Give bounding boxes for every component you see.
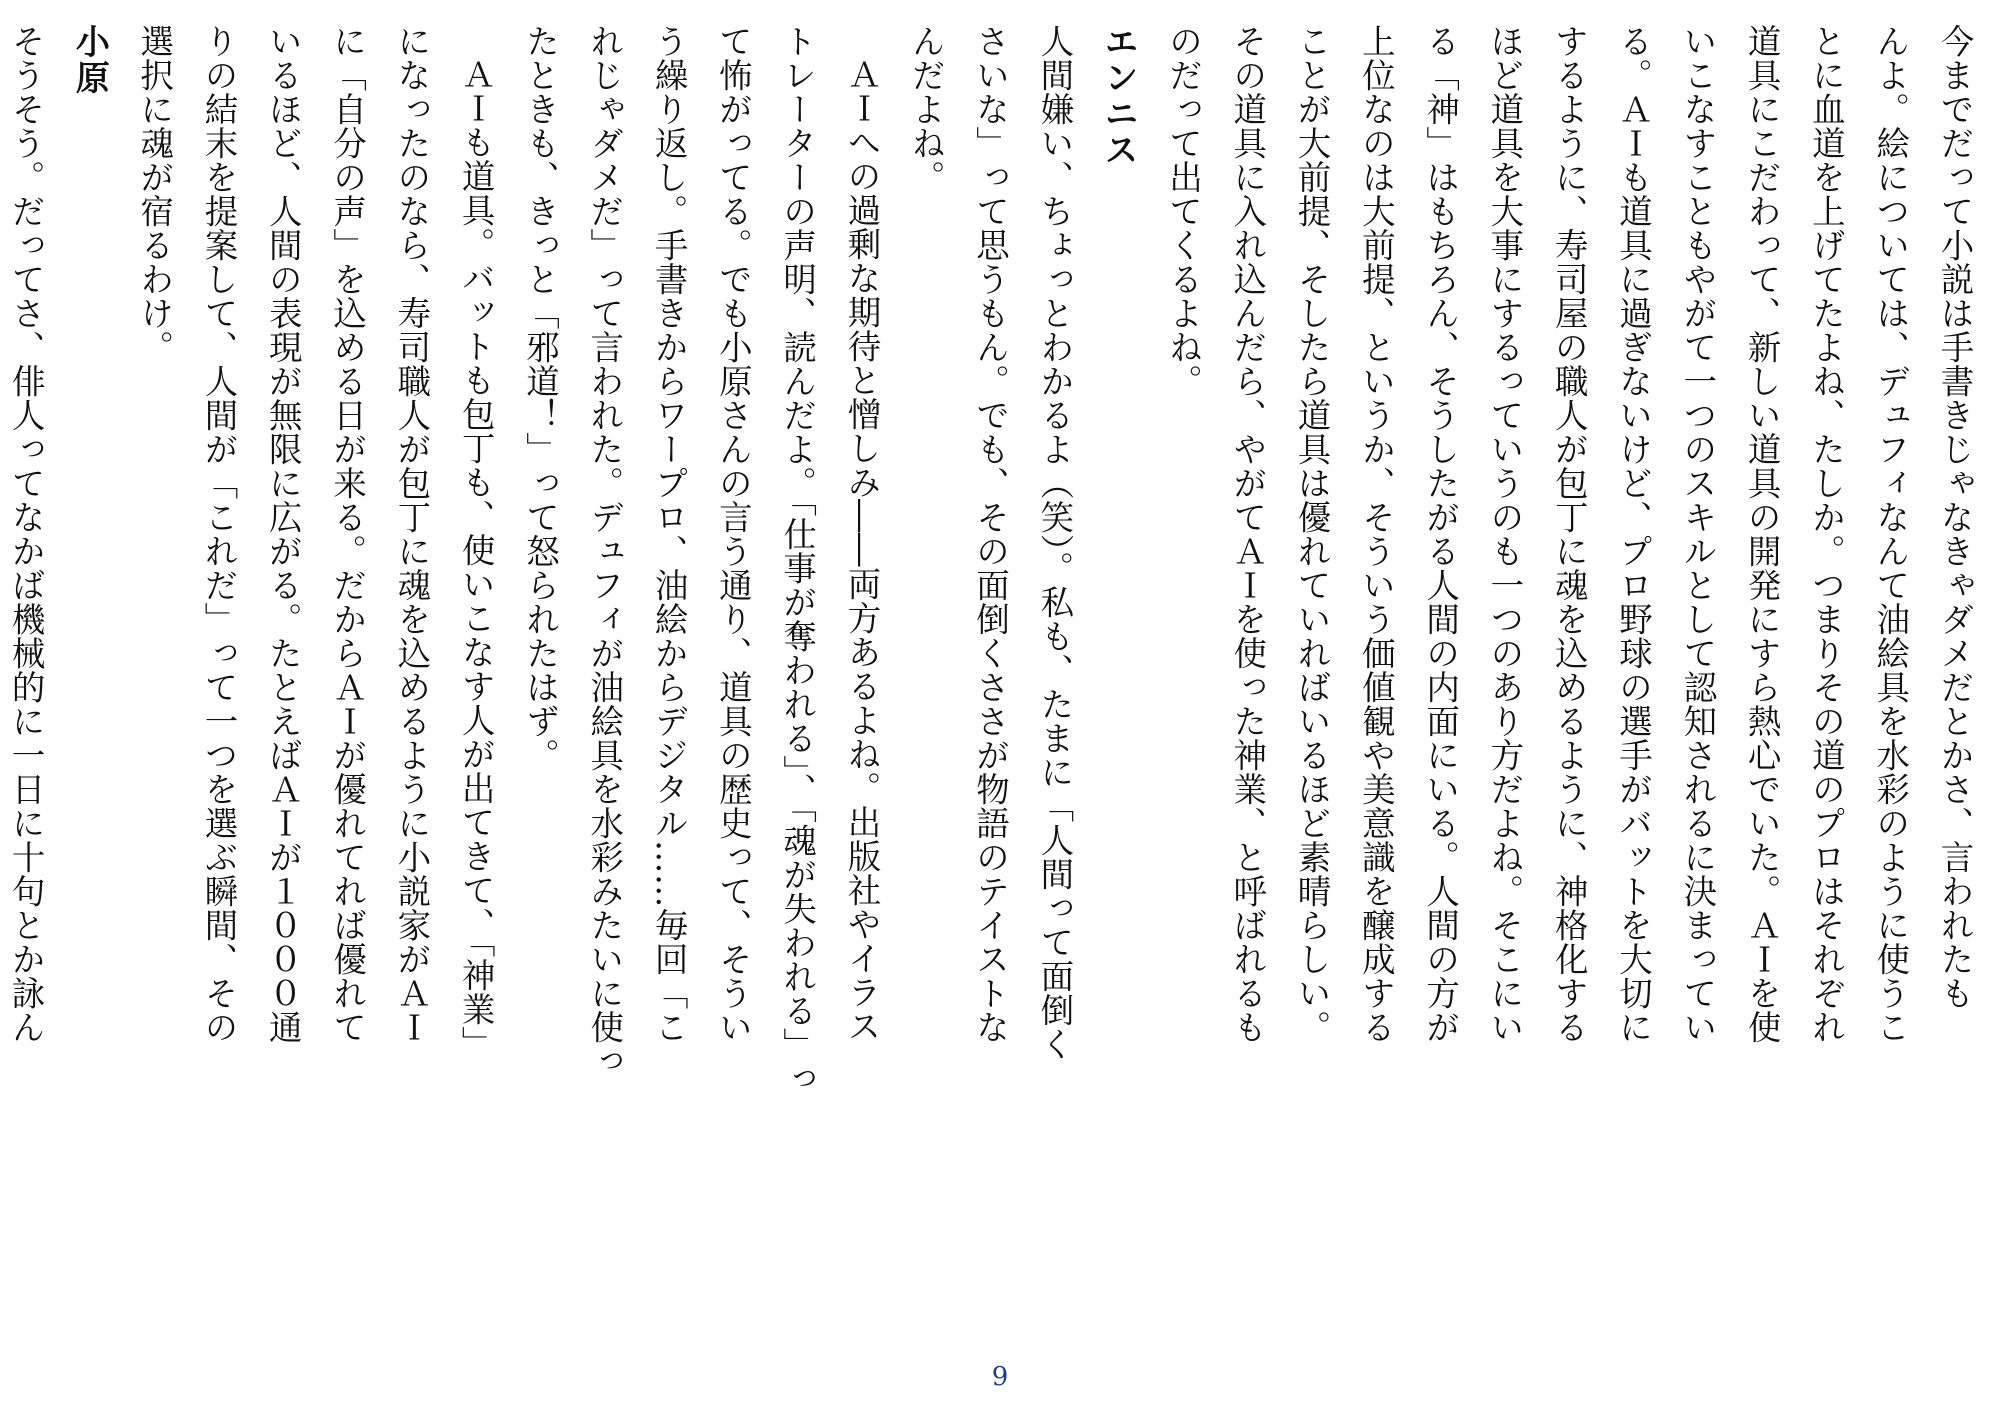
text-line: て怖がってる。でも小原さんの言う通り、道具の歴史って、そうい <box>713 24 753 1044</box>
text-line: ことが大前提、そしたら道具は優れていればいるほど素晴らしい。 <box>1292 24 1332 1044</box>
text-line: う繰り返し。手書きからワープロ、油絵からデジタル……毎回「こ <box>649 24 689 1044</box>
text-line: そうそう。だってさ、俳人ってなかば機械的に一日に十句とか詠ん <box>6 24 46 1044</box>
text-line: れじゃダメだ」って言われた。デュフィが油絵具を水彩みたいに使っ <box>584 24 624 1078</box>
text-line: たときも、きっと「邪道！」って怒られたはず。 <box>520 24 560 772</box>
text-line: とに血道を上げてたよね、たしか。つまりその道のプロはそれぞれ <box>1806 24 1846 1044</box>
text-line: ほど道具を大事にするっていうのも一つのあり方だよね。そこにい <box>1484 24 1524 1044</box>
text-line: いこなすこともやがて一つのスキルとして認知されるに決まってい <box>1677 24 1717 1044</box>
text-line: のだって出てくるよね。 <box>1163 24 1203 398</box>
text-line: ＡＩも道具。バットも包丁も、使いこなす人が出てきて、「神業」 <box>456 57 496 1061</box>
text-line: りの結末を提案して、人間が「これだ」って一つを選ぶ瞬間、その <box>198 24 238 1044</box>
text-line: さいな」って思うもん。でも、その面倒くささが物語のテイストな <box>970 24 1010 1044</box>
text-line: 道具にこだわって、新しい道具の開発にすら熱心でいた。ＡＩを使 <box>1742 24 1782 1044</box>
text-line: その道具に入れ込んだら、やがてＡＩを使った神業、と呼ばれるも <box>1227 24 1267 1044</box>
text-line: んだよね。 <box>906 24 946 194</box>
text-line: に「自分の声」を込める日が来る。だからＡＩが優れてれば優れて <box>327 24 367 1044</box>
text-line: するように、寿司屋の職人が包丁に魂を込めるように、神格化する <box>1549 24 1589 1044</box>
text-line: る。ＡＩも道具に過ぎないけど、プロ野球の選手がバットを大切に <box>1613 24 1653 1044</box>
text-line: る「神」はもちろん、そうしたがる人間の内面にいる。人間の方が <box>1420 24 1460 1044</box>
vertical-text-body <box>6 24 1986 1354</box>
text-line: ＡＩへの過剰な期待と憎しみ――両方あるよね。出版社やイラス <box>841 57 881 1043</box>
text-line: いるほど、人間の表現が無限に広がる。たとえばＡＩが１０００通 <box>263 24 303 1044</box>
speaker-label-ennis: エンニス <box>1098 24 1139 168</box>
text-line: 今までだって小説は手書きじゃなきゃダメだとかさ、言われたも <box>1935 24 1974 1010</box>
text-line: んよ。絵については、デュフィなんて油絵具を水彩のように使うこ <box>1870 24 1910 1044</box>
text-line: 上位なのは大前提、というか、そういう価値観や美意識を醸成する <box>1356 24 1396 1044</box>
speaker-label-ohara: 小原 <box>69 24 110 96</box>
text-line: 人間嫌い、ちょっとわかるよ（笑）。私も、たまに「人間って面倒く <box>1034 24 1074 1062</box>
page-number: 9 <box>991 1362 1009 1392</box>
text-line: トレーターの声明、読んだよ。「仕事が奪われる」、「魂が失われる」っ <box>777 24 817 1096</box>
text-line: になったのなら、寿司職人が包丁に魂を込めるように小説家がＡＩ <box>391 24 431 1044</box>
text-line: 選択に魂が宿るわけ。 <box>134 24 174 364</box>
